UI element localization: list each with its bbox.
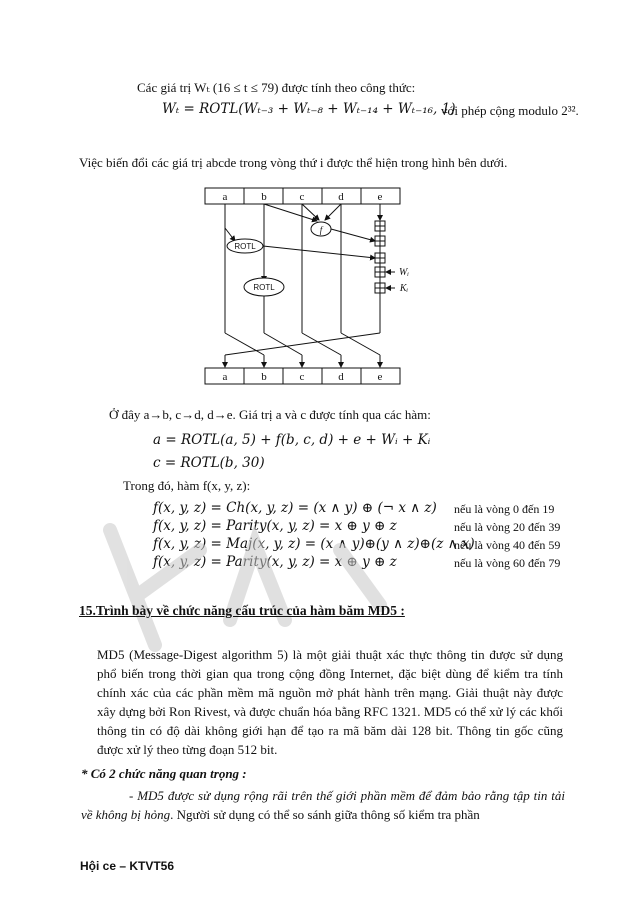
top-cell-e: e bbox=[377, 191, 383, 203]
watermark-shape bbox=[80, 510, 460, 660]
section-heading: 15.Trình bày về chức năng cấu trúc của hàm băm MD5 : bbox=[79, 603, 405, 618]
round-description: Việc biến đổi các giá trị abcde trong vòng thứ i được thể hiện trong hình bên dưới. bbox=[79, 155, 508, 170]
function-note-2: nếu là vòng 40 đến 59 bbox=[454, 538, 561, 552]
function-expr-3: f(x, y, z) = Parity(x, y, z) = x ⊕ y ⊕ z bbox=[153, 554, 397, 570]
rotl-label-2: ROTL bbox=[253, 283, 275, 292]
wi-label: Wᵢ bbox=[399, 267, 409, 278]
ki-label: Kᵢ bbox=[399, 283, 409, 294]
equation-c: c = ROTL(b, 30) bbox=[153, 455, 265, 471]
function-note-0: nếu là vòng 0 đến 19 bbox=[454, 502, 555, 516]
wt-intro: Các giá trị Wₜ (16 ≤ t ≤ 79) được tính theo công thức: bbox=[137, 80, 416, 95]
function-expr-2: f(x, y, z) = Maj(x, y, z) = (x ∧ y)⊕(y ∧ z)⊕(z ∧ x) bbox=[153, 536, 475, 552]
top-cell-a: a bbox=[222, 191, 228, 203]
bottom-cell-d: d bbox=[338, 371, 344, 383]
wt-formula: Wₜ = ROTL(Wₜ₋₃ + Wₜ₋₈ + Wₜ₋₁₄ + Wₜ₋₁₆, 1) bbox=[162, 101, 456, 117]
function-1-rest: . Người sử dụng có thể so sánh giữa thông số kiểm tra phần bbox=[170, 807, 480, 822]
shift-description: Ở đây a→b, c→d, d→e. Giá trị a và c được tính qua các hàm: bbox=[109, 407, 431, 422]
page-footer: Hội ce – KTVT56 bbox=[80, 859, 175, 873]
function-1-italic: - MD5 được sử dụng rộng rãi trên thế giới phần mềm để đảm bảo rằng tập tin tải về không bị hỏng bbox=[81, 788, 565, 822]
bottom-cell-e: e bbox=[377, 371, 383, 383]
wt-note: với phép cộng modulo 2³². bbox=[441, 103, 579, 118]
where-text: Trong đó, hàm f(x, y, z): bbox=[123, 478, 251, 493]
bottom-cell-a: a bbox=[222, 371, 228, 383]
bottom-cell-b: b bbox=[261, 371, 267, 383]
function-note-1: nếu là vòng 20 đến 39 bbox=[454, 520, 561, 534]
f-node-label: f bbox=[319, 225, 323, 235]
top-cell-c: c bbox=[299, 191, 305, 203]
functions-heading: * Có 2 chức năng quan trọng : bbox=[81, 766, 247, 781]
function-note-3: nếu là vòng 60 đến 79 bbox=[454, 556, 561, 570]
function-1-paragraph bbox=[81, 786, 565, 824]
function-expr-0: f(x, y, z) = Ch(x, y, z) = (x ∧ y) ⊕ (¬ x ∧ z) bbox=[153, 500, 437, 516]
rotl-label-1: ROTL bbox=[234, 242, 256, 251]
top-cell-d: d bbox=[338, 191, 344, 203]
equation-a: a = ROTL(a, 5) + f(b, c, d) + e + Wᵢ + Kᵢ bbox=[153, 432, 431, 448]
md5-paragraph: MD5 (Message-Digest algorithm 5) là một giải thuật xác thực thông tin được sử dụng phổ biến trong thời gian qua trong cộng đồng Internet, đặc biệt dùng để kiểm tra tính chính xác của các phần mềm mã nguồn mở phát hành trên mạng. Giải thuật này được xây dựng bởi Ron Rivest, và được chuẩn hóa bằng RFC 1321. MD5 có thể xử lý các khối thông tin có độ dài không giới hạn để tạo ra mã băm dài 128 bit. Thông tin gốc cũng được xử lý theo từng đoạn 512 bit. bbox=[97, 647, 563, 757]
bottom-cell-c: c bbox=[299, 371, 305, 383]
top-cell-b: b bbox=[261, 191, 267, 203]
sha1-round-diagram bbox=[195, 183, 410, 393]
function-expr-1: f(x, y, z) = Parity(x, y, z) = x ⊕ y ⊕ z bbox=[153, 518, 397, 534]
